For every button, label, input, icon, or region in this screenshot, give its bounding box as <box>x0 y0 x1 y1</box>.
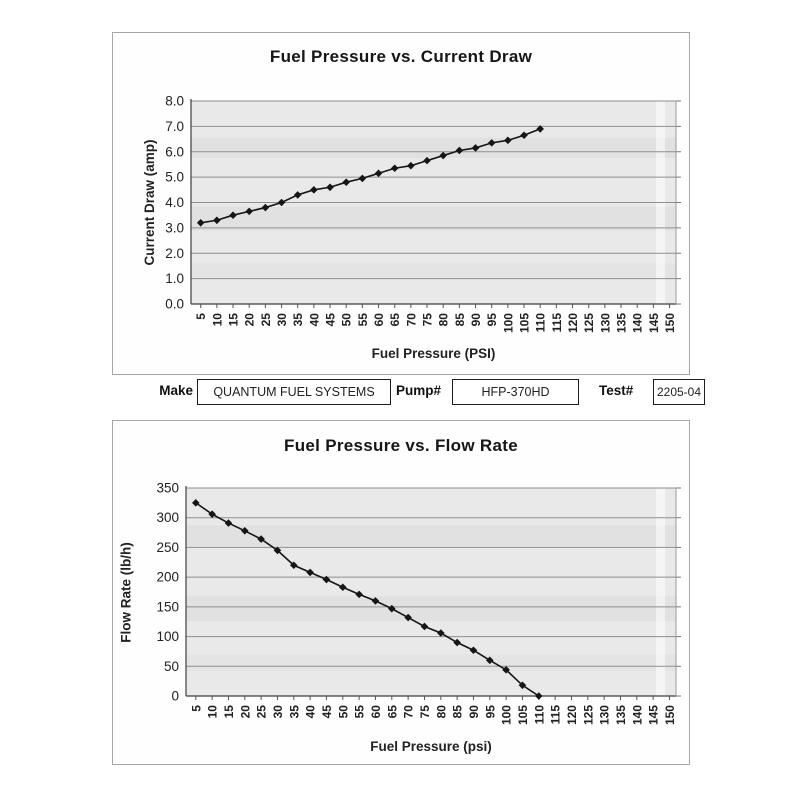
make-label: Make <box>159 383 193 398</box>
svg-text:100: 100 <box>156 629 179 645</box>
test-number-label: Test# <box>599 383 634 398</box>
pump-info-row <box>0 379 800 407</box>
svg-text:115: 115 <box>548 705 563 725</box>
svg-text:65: 65 <box>388 313 403 327</box>
svg-text:135: 135 <box>614 313 629 334</box>
svg-text:110: 110 <box>533 313 548 333</box>
x-tick-labels <box>189 696 677 725</box>
svg-text:45: 45 <box>323 313 338 327</box>
flow-rate-y-axis-title: Flow Rate (lb/h) <box>118 542 134 643</box>
svg-text:50: 50 <box>336 705 351 719</box>
pump-number-label: Pump# <box>396 383 442 398</box>
pump-number-value-box: HFP-370HD <box>452 379 579 405</box>
flow-rate-chart-title: Fuel Pressure vs. Flow Rate <box>284 436 518 455</box>
svg-text:6.0: 6.0 <box>165 144 184 160</box>
y-tick-labels <box>165 94 184 312</box>
svg-text:75: 75 <box>420 313 435 327</box>
svg-text:0: 0 <box>171 688 179 704</box>
svg-text:20: 20 <box>242 313 257 327</box>
svg-text:130: 130 <box>597 705 612 726</box>
current-draw-chart-plot <box>113 33 691 376</box>
svg-text:125: 125 <box>581 705 596 726</box>
svg-text:7.0: 7.0 <box>165 118 184 134</box>
flow-rate-x-axis-title: Fuel Pressure (psi) <box>370 739 492 754</box>
svg-text:150: 150 <box>156 599 179 615</box>
svg-text:45: 45 <box>319 705 334 719</box>
svg-text:95: 95 <box>483 705 498 719</box>
svg-text:10: 10 <box>210 313 225 327</box>
svg-text:200: 200 <box>156 569 179 585</box>
svg-text:65: 65 <box>385 705 400 719</box>
svg-text:60: 60 <box>372 313 387 327</box>
flow-rate-chart-plot <box>113 421 691 766</box>
svg-text:10: 10 <box>205 705 220 719</box>
svg-text:125: 125 <box>582 313 597 334</box>
y-tick-labels <box>156 481 179 704</box>
svg-text:105: 105 <box>515 705 530 726</box>
svg-text:120: 120 <box>566 313 581 334</box>
svg-text:5.0: 5.0 <box>165 169 184 185</box>
svg-text:70: 70 <box>401 705 416 719</box>
svg-text:15: 15 <box>221 705 236 719</box>
svg-text:100: 100 <box>501 313 516 334</box>
flow-rate-chart-panel <box>112 420 690 765</box>
svg-text:55: 55 <box>352 705 367 719</box>
current-draw-chart-title: Fuel Pressure vs. Current Draw <box>269 47 533 66</box>
svg-text:50: 50 <box>339 313 354 327</box>
svg-text:20: 20 <box>238 705 253 719</box>
svg-text:85: 85 <box>452 313 467 327</box>
svg-text:140: 140 <box>630 313 645 334</box>
svg-text:5: 5 <box>189 705 204 712</box>
svg-text:30: 30 <box>275 313 290 327</box>
svg-text:350: 350 <box>156 480 179 496</box>
svg-text:60: 60 <box>368 705 383 719</box>
current-draw-chart-panel <box>112 32 690 375</box>
svg-text:35: 35 <box>291 313 306 327</box>
svg-text:70: 70 <box>404 313 419 327</box>
svg-text:250: 250 <box>156 539 179 555</box>
svg-text:25: 25 <box>258 313 273 327</box>
svg-text:25: 25 <box>254 705 269 719</box>
svg-text:3.0: 3.0 <box>165 220 184 236</box>
svg-text:115: 115 <box>549 313 564 333</box>
svg-text:145: 145 <box>646 705 661 726</box>
svg-text:300: 300 <box>156 510 179 526</box>
svg-text:145: 145 <box>646 313 661 334</box>
svg-text:100: 100 <box>499 705 514 726</box>
svg-text:55: 55 <box>355 313 370 327</box>
svg-text:15: 15 <box>226 313 241 327</box>
svg-text:8.0: 8.0 <box>165 93 184 109</box>
svg-text:120: 120 <box>564 705 579 726</box>
test-number-value-box: 2205-04 <box>653 379 705 405</box>
svg-text:80: 80 <box>434 705 449 719</box>
svg-text:90: 90 <box>469 313 484 327</box>
svg-text:95: 95 <box>485 313 500 327</box>
make-value-box: QUANTUM FUEL SYSTEMS <box>197 379 391 405</box>
svg-text:130: 130 <box>598 313 613 334</box>
svg-text:140: 140 <box>630 705 645 726</box>
svg-text:4.0: 4.0 <box>165 195 184 210</box>
svg-text:85: 85 <box>450 705 465 719</box>
svg-text:135: 135 <box>613 705 628 726</box>
svg-text:110: 110 <box>532 705 547 725</box>
svg-text:75: 75 <box>417 705 432 719</box>
svg-text:2.0: 2.0 <box>165 245 184 261</box>
svg-text:150: 150 <box>663 313 678 334</box>
svg-text:80: 80 <box>436 313 451 327</box>
svg-text:40: 40 <box>307 313 322 327</box>
svg-text:35: 35 <box>287 705 302 719</box>
svg-text:105: 105 <box>517 313 532 334</box>
current-draw-x-axis-title: Fuel Pressure (PSI) <box>371 346 496 361</box>
svg-text:5: 5 <box>194 313 209 320</box>
x-tick-labels <box>194 304 677 333</box>
svg-text:90: 90 <box>466 705 481 719</box>
svg-text:1.0: 1.0 <box>165 271 184 287</box>
svg-text:50: 50 <box>163 658 179 674</box>
svg-text:150: 150 <box>662 705 677 726</box>
plot-background <box>186 488 676 696</box>
svg-text:40: 40 <box>303 705 318 719</box>
svg-text:30: 30 <box>270 705 285 719</box>
svg-text:0.0: 0.0 <box>165 296 184 312</box>
current-draw-y-axis-title: Current Draw (amp) <box>142 139 157 266</box>
